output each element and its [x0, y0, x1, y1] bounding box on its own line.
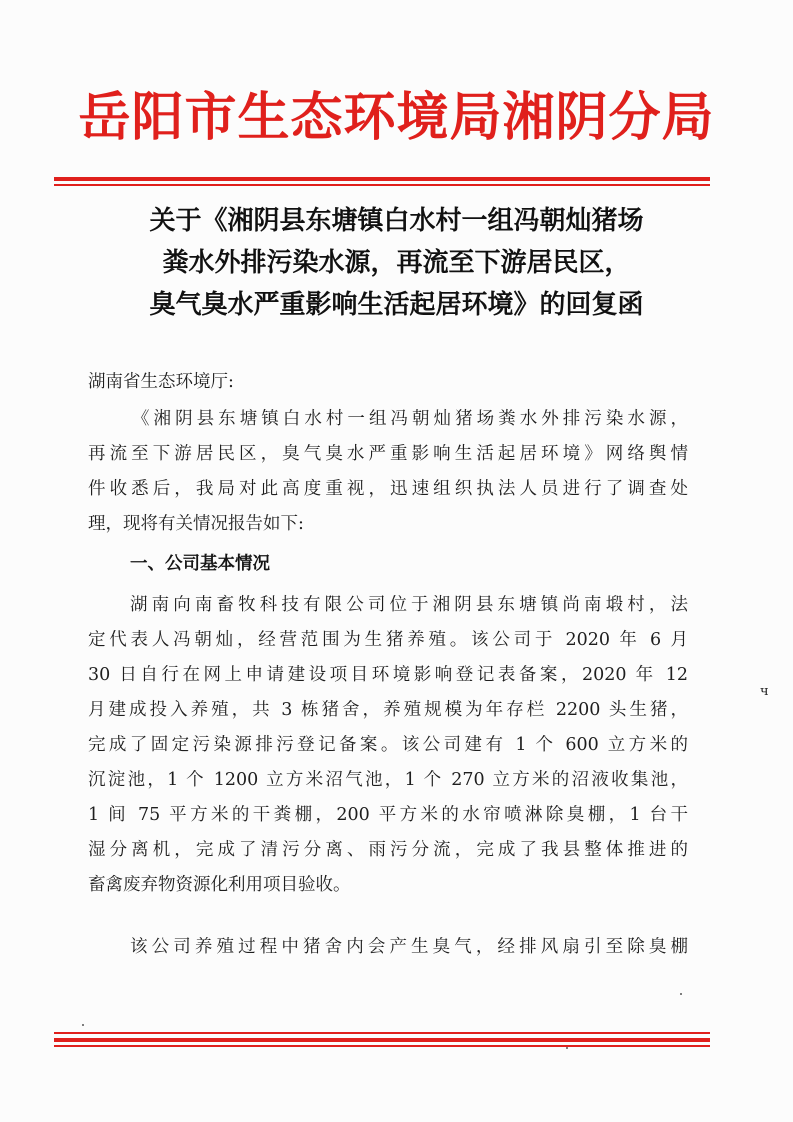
masthead-rule-thick — [54, 177, 710, 181]
scan-speck — [82, 1024, 84, 1026]
section1-paragraph-2 — [130, 930, 688, 965]
footer-rule-thick — [54, 1038, 710, 1042]
margin-mark: ч — [760, 684, 769, 699]
section1-para1-line-8: 湿分离机，完成了清污分离、雨污分流，完成了我县整体推进的 — [88, 840, 688, 860]
intro-paragraph-cont — [88, 437, 688, 542]
intro-line-1: 《湘阴县东塘镇白水村一组冯朝灿猪场粪水外排污染水源， — [132, 409, 688, 429]
section1-para1-line-1: 湖南向南畜牧科技有限公司位于湘阴县东塘镇尚南塅村，法 — [130, 595, 688, 615]
section1-para1-line-6: 沉淀池，1 个 1200 立方米沼气池，1 个 270 立方米的沼液收集池， — [88, 770, 688, 790]
section1-para1-line-4: 月建成投入养殖，共 3 栋猪舍，养殖规模为年存栏 2200 头生猪， — [88, 700, 688, 720]
intro-line-2: 再流至下游居民区，臭气臭水严重影响生活起居环境》网络舆情 — [88, 444, 688, 464]
masthead-title: 岳阳市生态环境局湘阴分局 — [78, 88, 715, 148]
document-title-line-2: 粪水外排污染水源，再流至下游居民区， — [162, 248, 631, 278]
section1-paragraph-1 — [88, 623, 688, 903]
footer-rule-thin-top — [54, 1032, 710, 1034]
section1-paragraph-1-first — [130, 588, 688, 623]
section-heading-1: 一、公司基本情况 — [130, 554, 270, 574]
document-title — [40, 200, 753, 326]
footer-rule-thin-bottom — [54, 1045, 710, 1047]
section1-para1-line-7: 1 间 75 平方米的干粪棚，200 平方米的水帘喷淋除臭棚，1 台干 — [88, 805, 688, 825]
intro-line-4: 理，现将有关情况报告如下: — [88, 514, 304, 534]
section1-para1-line-2: 定代表人冯朝灿，经营范围为生猪养殖。该公司于 2020 年 6 月 — [88, 630, 688, 650]
scan-speck — [566, 1047, 568, 1049]
section1-para1-line-3: 30 日自行在网上申请建设项目环境影响登记表备案，2020 年 12 — [88, 665, 688, 685]
section1-para1-line-9: 畜禽废弃物资源化利用项目验收。 — [88, 875, 351, 895]
intro-paragraph — [104, 402, 688, 437]
scan-speck — [680, 993, 682, 995]
document-title-line-3: 臭气臭水严重影响生活起居环境》的回复函 — [149, 290, 644, 320]
recipient-line: 湖南省生态环境厅: — [88, 372, 234, 392]
masthead-rule-thin — [54, 184, 710, 186]
intro-line-3: 件收悉后，我局对此高度重视，迅速组织执法人员进行了调查处 — [88, 479, 688, 499]
document-title-line-1: 关于《湘阴县东塘镇白水村一组冯朝灿猪场 — [149, 206, 644, 236]
section1-para2-line-1: 该公司养殖过程中猪舍内会产生臭气，经排风扇引至除臭棚 — [130, 937, 688, 957]
section1-para1-line-5: 完成了固定污染源排污登记备案。该公司建有 1 个 600 立方米的 — [88, 735, 688, 755]
